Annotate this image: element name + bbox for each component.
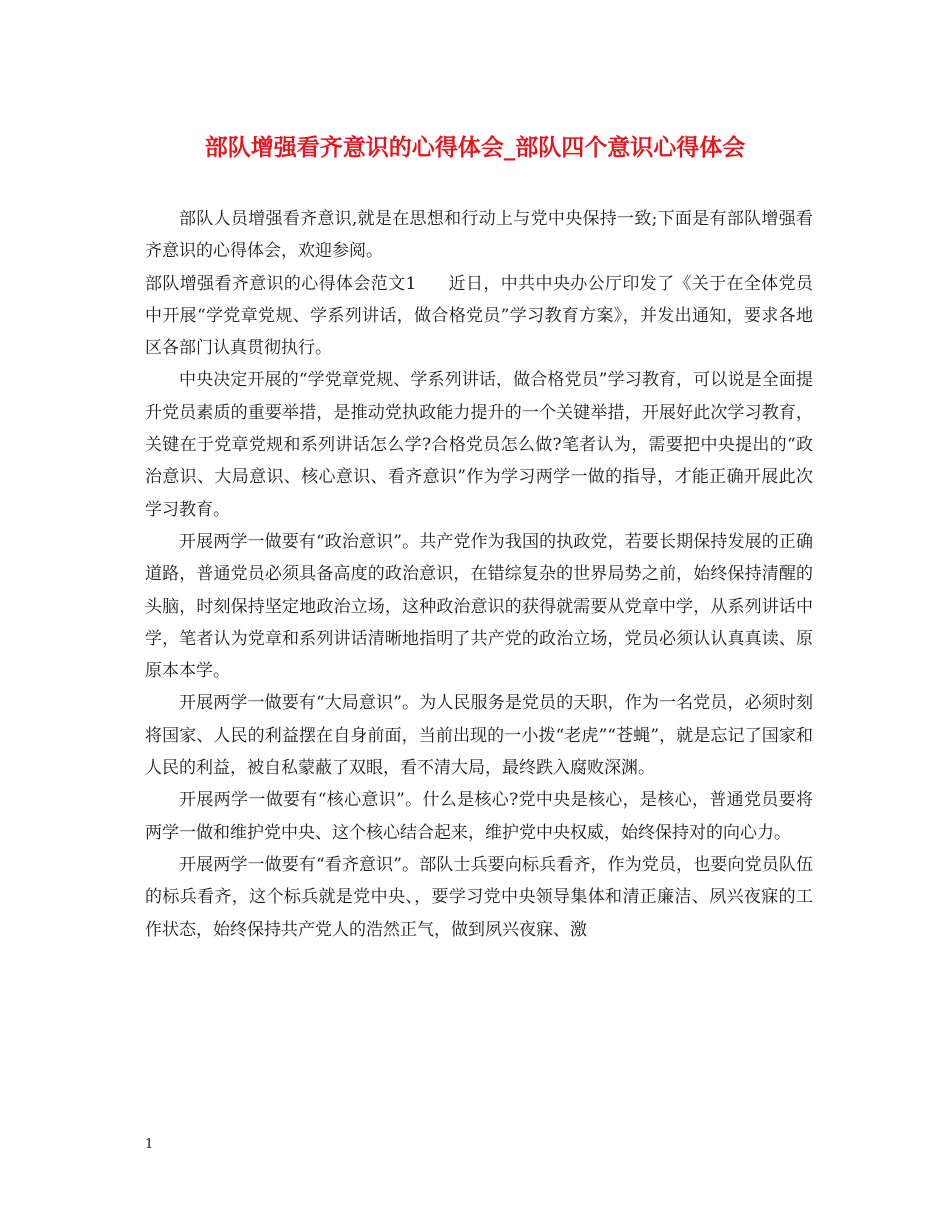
sample-heading: 部队增强看齐意识的心得体会范文1 [145, 273, 417, 294]
body-paragraph: 开展两学一做要有“大局意识”。为人民服务是党员的天职，作为一名党员，必须时刻将国家、人民的利益摆在自身前面，当前出现的一小拨“老虎”“苍蝇”，就是忘记了国家和人民的利益，被自私蒙蔽了双眼，看不清大局，最终跌入腐败深渊。 [145, 693, 813, 779]
page-number: 1 [145, 1137, 154, 1152]
body-paragraph: 开展两学一做要有“政治意识”。共产党作为我国的执政党，若要长期保持发展的正确道路，普通党员必须具备高度的政治意识，在错综复杂的世界局势之前，始终保持清醒的头脑，时刻保持坚定地政治立场，这种政治意识的获得就需要从党章中学，从系列讲话中学，笔者认为党章和系列讲话清晰地指明了共产党的政治立场，党员必须认认真真读、原原本本学。 [145, 531, 813, 682]
body-paragraph: 开展两学一做要有“核心意识”。什么是核心?党中央是核心，是核心，普通党员要将两学一做和维护党中央、这个核心结合起来，维护党中央权威，始终保持对的向心力。 [145, 790, 813, 843]
document-body [145, 203, 813, 946]
page-title: 部队增强看齐意识的心得体会_部队四个意识心得体会 [204, 134, 746, 161]
sample-paragraph [145, 268, 813, 365]
sample-first-paragraph: 近日，中共中央办公厅印发了《关于在全体党员中开展“学党章党规、学系列讲话，做合格党员”学习教育方案》，并发出通知，要求各地区各部门认真贯彻执行。 [145, 273, 813, 359]
intro-paragraph: 部队人员增强看齐意识,就是在思想和行动上与党中央保持一致;下面是有部队增强看齐意识的心得体会，欢迎参阅。 [145, 209, 813, 262]
body-paragraph: 中央决定开展的“学党章党规、学系列讲话，做合格党员”学习教育，可以说是全面提升党员素质的重要举措，是推动党执政能力提升的一个关键举措，开展好此次学习教育，关键在于党章党规和系列讲话怎么学?合格党员怎么做?笔者认为，需要把中央提出的“政治意识、大局意识、核心意识、看齐意识”作为学习两学一做的指导，才能正确开展此次学习教育。 [145, 370, 813, 520]
body-paragraph: 开展两学一做要有“看齐意识”。部队士兵要向标兵看齐，作为党员，也要向党员队伍的标兵看齐，这个标兵就是党中央、，要学习党中央领导集体和清正廉洁、夙兴夜寐的工作状态，始终保持共产党人的浩然正气，做到夙兴夜寐、激 [145, 854, 813, 940]
